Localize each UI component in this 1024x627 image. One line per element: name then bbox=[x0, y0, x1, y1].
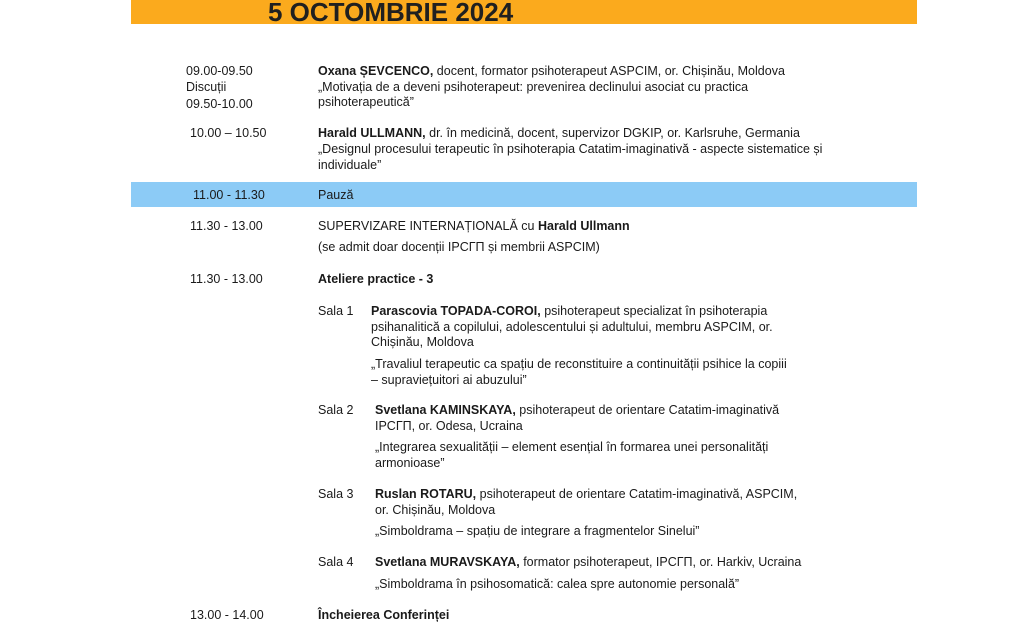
time-slot: 11.00 - 11.30 bbox=[193, 188, 265, 202]
speaker-role: or. Chișinău, Moldova bbox=[375, 503, 496, 517]
talk-title: – supraviețuitori ai abuzului” bbox=[371, 373, 527, 387]
speaker-line bbox=[371, 303, 767, 319]
speaker-role: IPCГП, or. Odesa, Ucraina bbox=[375, 419, 523, 433]
speaker-line bbox=[318, 63, 785, 79]
talk-title: armonioase” bbox=[375, 456, 445, 470]
speaker-role: Chișinău, Moldova bbox=[371, 335, 474, 349]
time-slot: 13.00 - 14.00 bbox=[190, 608, 264, 622]
discussion-label: Discuții bbox=[186, 80, 227, 94]
talk-title: „Motivația de a deveni psihoterapeut: prevenirea declinului asociat cu practica bbox=[318, 80, 749, 94]
workshops-heading: Ateliere practice - 3 bbox=[318, 272, 434, 286]
speaker-name: Harald ULLMANN, bbox=[318, 126, 426, 140]
speaker-name: Ruslan ROTARU, bbox=[375, 487, 477, 501]
room-label: Sala 4 bbox=[318, 555, 354, 569]
time-slot: 11.30 - 13.00 bbox=[190, 272, 263, 286]
pause-label: Pauză bbox=[318, 188, 354, 202]
speaker-role: psihoterapeut de orientare Catatim-imaginativă, ASPCIM, bbox=[476, 487, 798, 501]
talk-title: psihoterapeutică” bbox=[318, 95, 414, 109]
speaker-role: docent, formator psihoterapeut ASPCIM, or. Chișinău, Moldova bbox=[433, 64, 785, 78]
speaker-line bbox=[375, 554, 801, 570]
room-label: Sala 1 bbox=[318, 304, 354, 318]
time-slot: 11.30 - 13.00 bbox=[190, 219, 263, 233]
time-slot: 10.00 – 10.50 bbox=[190, 126, 267, 140]
page-title: 5 OCTOMBRIE 2024 bbox=[268, 0, 514, 27]
time-slot: 09.50-10.00 bbox=[186, 97, 253, 111]
talk-title: individuale” bbox=[318, 158, 382, 172]
speaker-line bbox=[375, 486, 797, 502]
speaker-line bbox=[375, 402, 779, 418]
talk-title: „Travaliul terapeutic ca spațiu de reconstituire a continuității psihice la copiii bbox=[371, 357, 787, 371]
closing-label: Încheierea Conferinței bbox=[318, 608, 450, 622]
header-banner bbox=[131, 0, 917, 24]
speaker-line bbox=[318, 125, 800, 141]
speaker-name: Svetlana MURAVSKAYA, bbox=[375, 555, 520, 569]
speaker-name: Harald Ullmann bbox=[537, 219, 630, 233]
speaker-role: dr. în medicină, docent, supervizor DGKIP, or. Karlsruhe, Germania bbox=[425, 126, 800, 140]
speaker-role: psihanalitică a copilului, adolescentului și adultului, membru ASPCIM, or. bbox=[371, 320, 773, 334]
talk-title: „Designul procesului terapeutic în psihoterapia Catatim-imaginativă - aspecte sistematice și bbox=[318, 142, 823, 156]
speaker-role: formator psihoterapeut, IPCГП, or. Harkiv, Ucraina bbox=[519, 555, 802, 569]
talk-title: „Simboldrama – spațiu de integrare a fragmentelor Sinelui” bbox=[375, 524, 700, 538]
room-label: Sala 2 bbox=[318, 403, 354, 417]
talk-title: „Integrarea sexualității – element esențial în formarea unei personalități bbox=[375, 440, 769, 454]
session-line bbox=[318, 218, 630, 234]
time-slot: 09.00-09.50 bbox=[186, 64, 253, 78]
speaker-role: psihoterapeut specializat în psihoterapia bbox=[540, 304, 768, 318]
session-prefix: SUPERVIZARE INTERNAȚIONALĂ cu bbox=[318, 219, 538, 233]
speaker-name: Oxana ȘEVCENCO, bbox=[318, 64, 434, 78]
speaker-name: Parascovia TOPADA-COROI, bbox=[371, 304, 541, 318]
speaker-role: psihoterapeut de orientare Catatim-imaginativă bbox=[515, 403, 780, 417]
talk-title: „Simboldrama în psihosomatică: calea spre autonomie personală” bbox=[375, 577, 740, 591]
room-label: Sala 3 bbox=[318, 487, 354, 501]
session-note: (se admit doar docenții IPCГП și membrii ASPCIM) bbox=[318, 240, 600, 254]
speaker-name: Svetlana KAMINSKAYA, bbox=[375, 403, 516, 417]
